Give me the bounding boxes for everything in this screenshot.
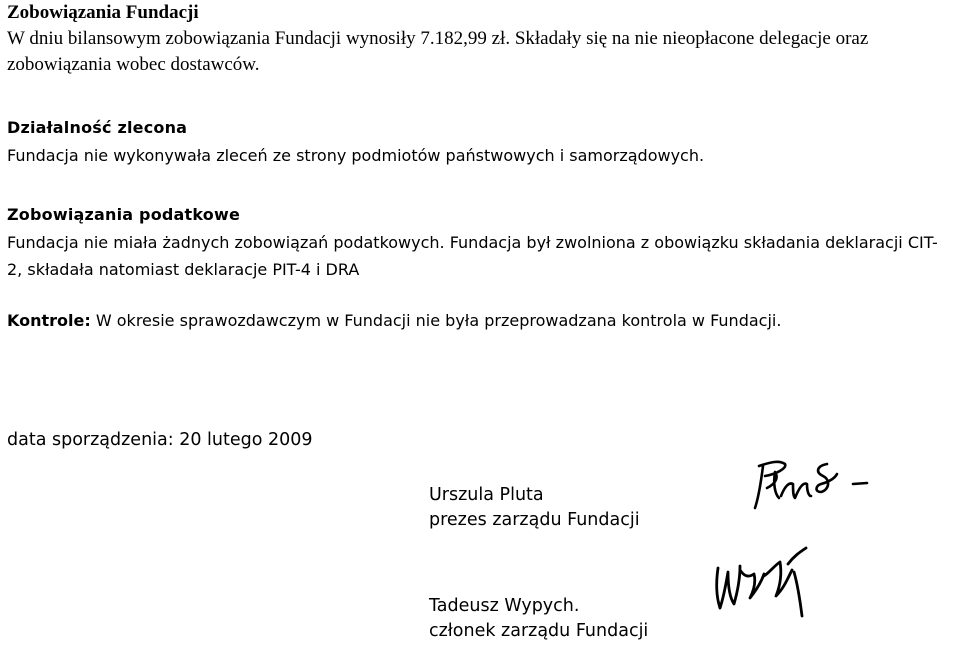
section-heading-tax: Zobowiązania podatkowe bbox=[7, 205, 241, 224]
signer-role-1: prezes zarządu Fundacji bbox=[429, 510, 640, 530]
preparation-date: data sporządzenia: 20 lutego 2009 bbox=[7, 430, 313, 450]
signer-name-2: Tadeusz Wypych. bbox=[429, 596, 580, 616]
signer-block-1 bbox=[429, 483, 640, 533]
section-text-commissioned: Fundacja nie wykonywała zleceń ze strony podmiotów państwowych i samorządowych. bbox=[7, 146, 705, 165]
section-tax-liabilities bbox=[7, 203, 952, 283]
signature-image-1 bbox=[745, 458, 875, 514]
audits-text: W okresie sprawozdawczym w Fundacji nie była przeprowadzana kontrola w Fundacji. bbox=[95, 311, 782, 330]
section-text-tax: Fundacja nie miała żadnych zobowiązań podatkowych. Fundacja był zwolniona z obowiązku składania deklaracji CIT-2, składała natomiast deklaracje PIT-4 i DRA bbox=[7, 233, 938, 279]
section-audits bbox=[7, 308, 781, 334]
section-commissioned-activity bbox=[7, 116, 704, 169]
section-text-audits-wrapper bbox=[7, 308, 781, 334]
audits-label: Kontrole: bbox=[7, 311, 91, 330]
signer-name-1: Urszula Pluta bbox=[429, 485, 544, 505]
signer-block-2 bbox=[429, 594, 648, 644]
section-heading-liabilities: Zobowiązania Fundacji bbox=[7, 2, 199, 23]
signer-role-2: członek zarządu Fundacji bbox=[429, 621, 649, 641]
section-text-liabilities: W dniu bilansowym zobowiązania Fundacji wynosiły 7.182,99 zł. Składały się na nie nieopłacone delegacje oraz zobowiązania wobec dostawców. bbox=[7, 28, 869, 75]
section-heading-commissioned: Działalność zlecona bbox=[7, 118, 188, 137]
section-liabilities bbox=[7, 1, 957, 78]
signature-image-2 bbox=[710, 546, 820, 618]
